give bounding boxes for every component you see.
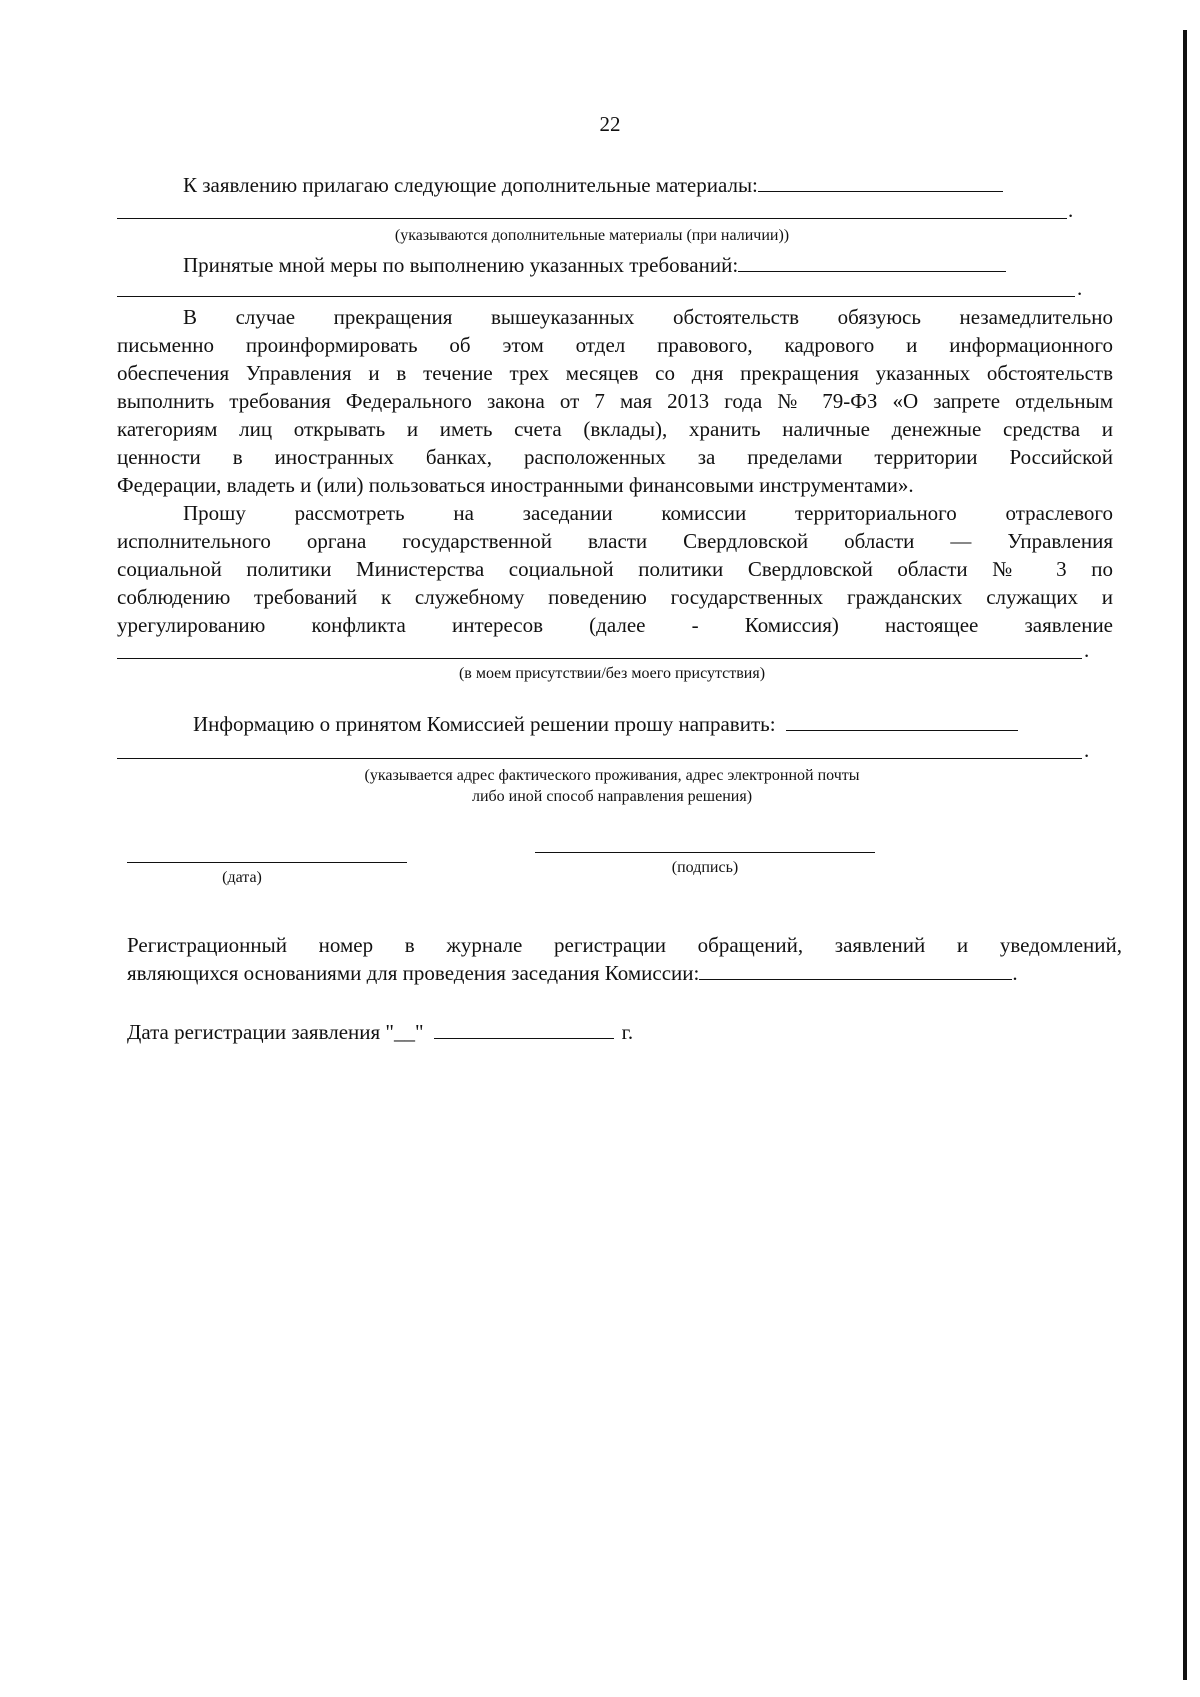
page-number: 22	[599, 112, 621, 136]
paragraph-2-line: Прошу рассмотреть на заседании комиссии территориального отраслевого	[183, 501, 1113, 525]
attachments-line	[183, 172, 1003, 198]
date-signature-rule[interactable]	[127, 862, 407, 863]
attachments-label: К заявлению прилагаю следующие дополнительные материалы:	[183, 173, 758, 197]
paragraph-1-line: Федерации, владеть и (или) пользоваться иностранными финансовыми инструментами».	[117, 473, 914, 497]
measures-label: Принятые мной меры по выполнению указанных требований:	[183, 253, 739, 277]
attachments-caption: (указываются дополнительные материалы (при наличии))	[394, 227, 790, 244]
paragraph-1-line: В случае прекращения вышеуказанных обстоятельств обязуюсь незамедлительно	[183, 305, 1113, 329]
notification-line	[193, 711, 1018, 737]
registration-number-line-1: Регистрационный номер в журнале регистрации обращений, заявлений и уведомлений,	[127, 933, 1122, 957]
notification-end-mark: .	[1084, 738, 1090, 762]
measures-continuation-rule[interactable]	[117, 296, 1075, 297]
registration-date-blank[interactable]	[434, 1020, 614, 1039]
signature-caption: (подпись)	[671, 859, 739, 876]
paragraph-2-line: социальной политики Министерства социальной политики Свердловской области № 3 по	[117, 557, 1113, 581]
registration-date-line	[127, 1019, 633, 1045]
attachments-blank[interactable]	[758, 173, 1003, 192]
date-caption: (дата)	[222, 869, 262, 886]
notification-label: Информацию о принятом Комиссией решении прошу направить:	[193, 712, 776, 736]
paragraph-1-line: категориям лиц открывать и иметь счета (вклады), хранить наличные денежные средства и	[117, 417, 1113, 441]
measures-blank[interactable]	[738, 253, 1006, 272]
registration-number-end: .	[1012, 961, 1018, 985]
attachments-end-mark: .	[1068, 198, 1074, 222]
signature-rule[interactable]	[535, 852, 875, 853]
registration-number-line-2	[127, 960, 1018, 986]
scan-edge-border	[1183, 30, 1187, 1680]
registration-number-blank[interactable]	[699, 961, 1012, 980]
presence-end-mark: .	[1084, 638, 1090, 662]
paragraph-1-line: обеспечения Управления и в течение трех месяцев со дня прекращения указанных обстоятельств	[117, 361, 1113, 385]
paragraph-1-line: выполнить требования Федерального закона от 7 мая 2013 года № 79-ФЗ «О запрете отдельным	[117, 389, 1113, 413]
notification-continuation-rule[interactable]	[117, 758, 1082, 759]
paragraph-2-line: исполнительного органа государственной власти Свердловской области — Управления	[117, 529, 1113, 553]
notification-caption-2: либо иной способ направления решения)	[471, 788, 753, 805]
paragraph-2-line: урегулированию конфликта интересов (далее - Комиссия) настоящее заявление	[117, 613, 1113, 637]
measures-end-mark: .	[1077, 276, 1083, 300]
paragraph-1-line: письменно проинформировать об этом отдел правового, кадрового и информационного	[117, 333, 1113, 357]
presence-caption: (в моем присутствии/без моего присутствия)	[458, 665, 766, 682]
presence-rule[interactable]	[117, 658, 1082, 659]
paragraph-1-line: ценности в иностранных банках, расположенных за пределами территории Российской	[117, 445, 1113, 469]
paragraph-2-line: соблюдению требований к служебному поведению государственных гражданских служащих и	[117, 585, 1113, 609]
registration-date-suffix: г.	[621, 1020, 634, 1044]
notification-caption-1: (указывается адрес фактического проживания, адрес электронной почты	[364, 767, 860, 784]
measures-line	[183, 252, 1006, 278]
registration-number-label: являющихся основаниями для проведения заседания Комиссии:	[127, 961, 700, 985]
attachments-continuation-rule[interactable]	[117, 218, 1067, 219]
registration-date-label: Дата регистрации заявления "__"	[127, 1020, 424, 1044]
notification-blank[interactable]	[786, 712, 1018, 731]
